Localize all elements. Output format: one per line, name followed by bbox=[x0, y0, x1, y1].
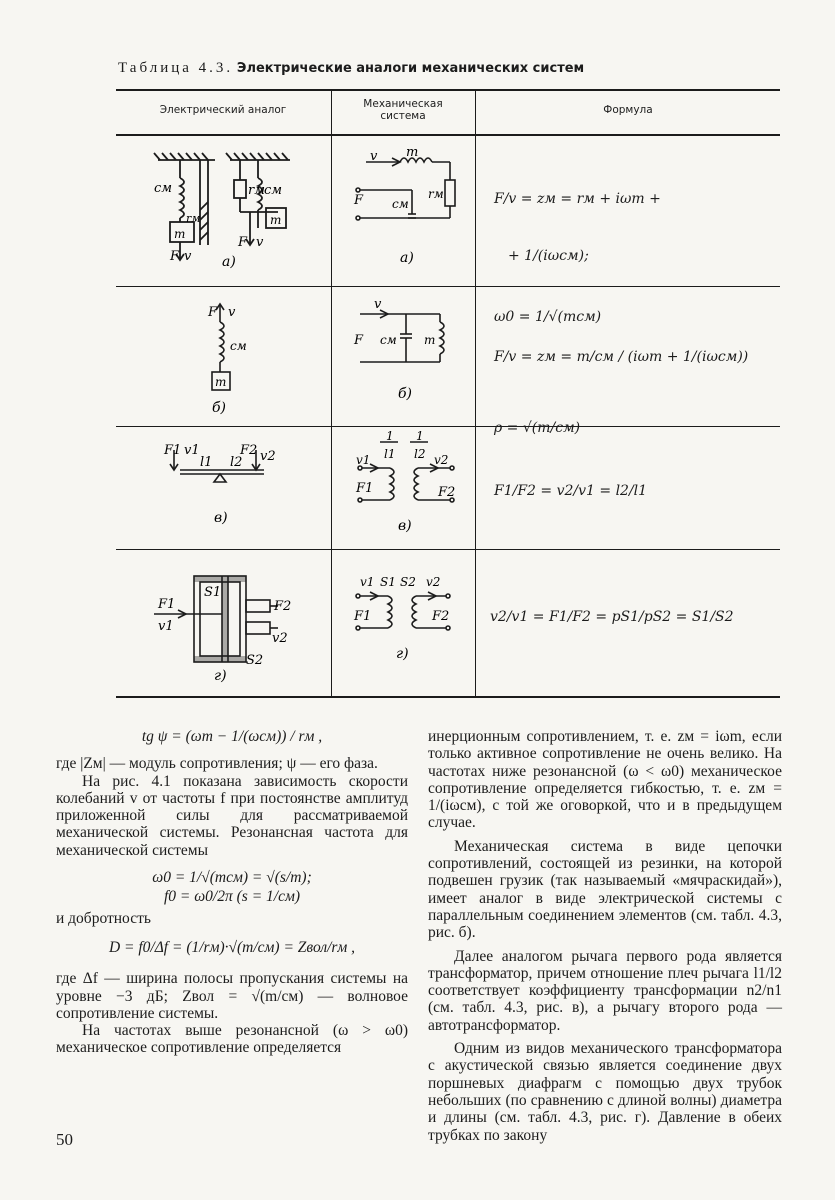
left-paragraph-4: где Δf — ширина полосы пропускания системы на уровне −3 дБ; Zвол = √(m/cм) — волновое сопротивление системы. bbox=[56, 970, 408, 1022]
figure-d-mechanical bbox=[150, 570, 300, 685]
fig-d-e-F2: F2 bbox=[432, 609, 450, 624]
fig-d-label-right: г) bbox=[396, 646, 409, 662]
formula-row-c bbox=[494, 444, 647, 520]
fig-c-l1: l1 bbox=[200, 455, 213, 470]
formula-a-line-3: ω0 = 1/√(mcм) bbox=[494, 309, 602, 325]
left-column bbox=[56, 728, 408, 1057]
formula-a-line-1: F/v = zм = rм + iωm + bbox=[494, 191, 661, 207]
fig-c-e-F2: F2 bbox=[438, 485, 456, 500]
fig-a-rm2: rм bbox=[248, 183, 265, 198]
right-paragraph-4: Одним из видов механического трансформатора с акустической связью является соединение двух поршневых диафрагм с помощью двух трубок небольших (по сравнению с длиной волны) диаметра и длины (см. табл. 4.3, рис. г). Давление в обеих трубках по закону bbox=[428, 1040, 782, 1144]
fig-a-v2: v bbox=[256, 235, 264, 250]
table-row-rule-1 bbox=[116, 286, 780, 287]
figure-b-mechanical bbox=[200, 298, 260, 418]
left-paragraph-2: На рис. 4.1 показана зависимость скорости колебаний v от частоты f при постоянстве амплитуд приложенной силы для рассматриваемой механической системы. Резонансная частота для механической системы bbox=[56, 772, 408, 859]
fig-a-m2: m bbox=[270, 213, 282, 227]
formula-b-line-2: ρ = √(m/cм) bbox=[494, 420, 581, 436]
table-bottom-rule bbox=[116, 696, 780, 698]
figure-a-mechanical bbox=[150, 150, 330, 275]
fig-b-label-right: б) bbox=[398, 386, 413, 402]
fig-b-cm: cм bbox=[230, 339, 247, 353]
fig-d-label-left: г) bbox=[214, 668, 227, 684]
formula-a-line-2: + 1/(iωcм); bbox=[508, 248, 589, 264]
formula-c-line-1: F1/F2 = v2/v1 = l2/l1 bbox=[494, 483, 648, 499]
fig-d-e-S2: S2 bbox=[400, 575, 416, 589]
fig-b-label-left: б) bbox=[212, 400, 227, 416]
table-col-divider-2 bbox=[475, 89, 476, 696]
right-paragraph-3: Далее аналогом рычага первого рода является трансформатор, причем отношение плеч рычага l1/l2 соответствует коэффициенту трансформации n2/n1 (см. табл. 4.3, рис. в), а рычагу второго рода — автотрансформатор. bbox=[428, 947, 782, 1034]
fig-a-e-v: v bbox=[370, 149, 378, 164]
right-paragraph-2: Механическая система в виде цепочки сопротивлений, состоящей из резинки, на которой подвешен грузик (так называемый «мячраскидай»), имеет аналог в виде электрической системы с параллельным соединением элементов (см. табл. 4.3, рис. б). bbox=[428, 837, 782, 942]
fig-c-F2: F2 bbox=[240, 443, 258, 458]
fig-d-e-v2: v2 bbox=[426, 575, 441, 589]
fig-b-v: v bbox=[228, 305, 236, 320]
table-col-divider-1 bbox=[331, 89, 332, 696]
fig-d-e-S1: S1 bbox=[380, 575, 396, 589]
fig-a-cm2: cм bbox=[264, 183, 283, 198]
formula-row-d bbox=[490, 570, 734, 646]
fig-a-e-rm: rм bbox=[428, 187, 444, 201]
fig-a-m1: m bbox=[174, 227, 186, 241]
header-electric-analog: Электрический аналог bbox=[159, 104, 287, 116]
fig-d-F1: F1 bbox=[158, 597, 176, 612]
header-mechanical-system: Механическая система bbox=[363, 98, 443, 122]
left-paragraph-5: На частотах выше резонансной (ω > ω0) механическое сопротивление определяется bbox=[56, 1022, 408, 1057]
fig-d-v1: v1 bbox=[158, 619, 174, 634]
page-number: 50 bbox=[56, 1130, 73, 1149]
fig-a-e-F: F bbox=[354, 193, 364, 208]
fig-d-S2: S2 bbox=[246, 653, 264, 668]
fig-c-F1: F1 bbox=[164, 443, 182, 458]
table-row-rule-3 bbox=[116, 549, 780, 550]
figure-a-electrical bbox=[352, 145, 467, 270]
right-column bbox=[428, 728, 782, 1144]
figure-c-mechanical bbox=[160, 436, 290, 526]
fig-c-v1: v1 bbox=[184, 443, 200, 458]
fig-d-S1: S1 bbox=[204, 585, 222, 600]
fig-a-label-left: а) bbox=[222, 254, 236, 270]
fig-a-F1: F bbox=[170, 249, 180, 264]
formula-d-line-1: v2/v1 = F1/F2 = pS1/pS2 = S1/S2 bbox=[490, 609, 734, 625]
fig-a-v1: v bbox=[184, 249, 192, 264]
fig-a-cm1: cм bbox=[154, 181, 173, 196]
left-paragraph-3: и добротность bbox=[56, 909, 151, 927]
formula-b-line-1: F/v = zм = m/cм / (iωm + 1/(iωcм)) bbox=[494, 349, 749, 365]
figure-d-electrical bbox=[350, 570, 470, 670]
fig-b-e-F: F bbox=[354, 333, 364, 348]
figure-b-electrical bbox=[352, 296, 467, 406]
fig-c-e-v2: v2 bbox=[434, 453, 449, 467]
fig-c-e-l2: l2 bbox=[414, 447, 426, 461]
fig-d-e-v1: v1 bbox=[360, 575, 375, 589]
fig-c-e-l1: l1 bbox=[384, 447, 396, 461]
fig-d-F2: F2 bbox=[274, 599, 292, 614]
fig-c-e-one2: 1 bbox=[416, 429, 424, 443]
fig-a-e-cm: cм bbox=[392, 197, 409, 211]
fig-a-rm1: rм bbox=[186, 212, 201, 225]
equation-tg-psi: tg ψ = (ωm − 1/(ωcм)) / rм , bbox=[141, 728, 323, 745]
fig-a-F2: F bbox=[238, 235, 248, 250]
fig-a-label-right: а) bbox=[400, 250, 414, 266]
figure-c-electrical bbox=[350, 429, 470, 542]
fig-a-e-m: m bbox=[406, 145, 419, 160]
header-formula: Формула bbox=[603, 104, 653, 116]
fig-b-e-m: m bbox=[424, 333, 436, 347]
fig-b-F: F bbox=[208, 305, 218, 320]
fig-b-e-v: v bbox=[374, 297, 382, 312]
fig-c-e-F1: F1 bbox=[356, 481, 374, 496]
table-title: Электрические аналоги механических систем bbox=[236, 61, 585, 76]
equation-f0: f0 = ω0/2π (s = 1/cм) bbox=[163, 888, 301, 906]
fig-c-label-right: в) bbox=[398, 518, 412, 534]
fig-d-e-F1: F1 bbox=[354, 609, 372, 624]
equation-omega0: ω0 = 1/√(mcм) = √(s/m); bbox=[152, 869, 312, 887]
table-label: Таблица 4.3. bbox=[118, 60, 234, 76]
table-caption bbox=[118, 60, 584, 77]
right-paragraph-1: инерционным сопротивлением, т. е. zм = iωm, если только активное сопротивление не очень велико. На частотах ниже резонансной (ω < ω0) механическое сопротивление определяется гибкостью, т. е. zм = 1/(iωcм), с той же оговоркой, что и в предыдущем случае. bbox=[428, 728, 782, 832]
fig-c-l2: l2 bbox=[230, 455, 243, 470]
fig-c-e-v1: v1 bbox=[356, 453, 371, 467]
fig-c-e-one1: 1 bbox=[386, 429, 394, 443]
table-top-rule bbox=[116, 89, 780, 91]
equation-quality-factor: D = f0/Δf = (1/rм)·√(m/cм) = Zвол/rм , bbox=[108, 938, 356, 956]
fig-c-v2: v2 bbox=[260, 449, 276, 464]
left-paragraph-1: где |Zм| — модуль сопротивления; ψ — его фаза. bbox=[56, 755, 378, 773]
fig-b-e-cm: cм bbox=[380, 333, 397, 347]
formula-row-b bbox=[494, 310, 748, 457]
fig-b-m: m bbox=[215, 375, 227, 389]
fig-c-label-left: в) bbox=[214, 510, 228, 526]
table-header-rule bbox=[116, 134, 780, 136]
fig-d-v2: v2 bbox=[272, 631, 288, 646]
